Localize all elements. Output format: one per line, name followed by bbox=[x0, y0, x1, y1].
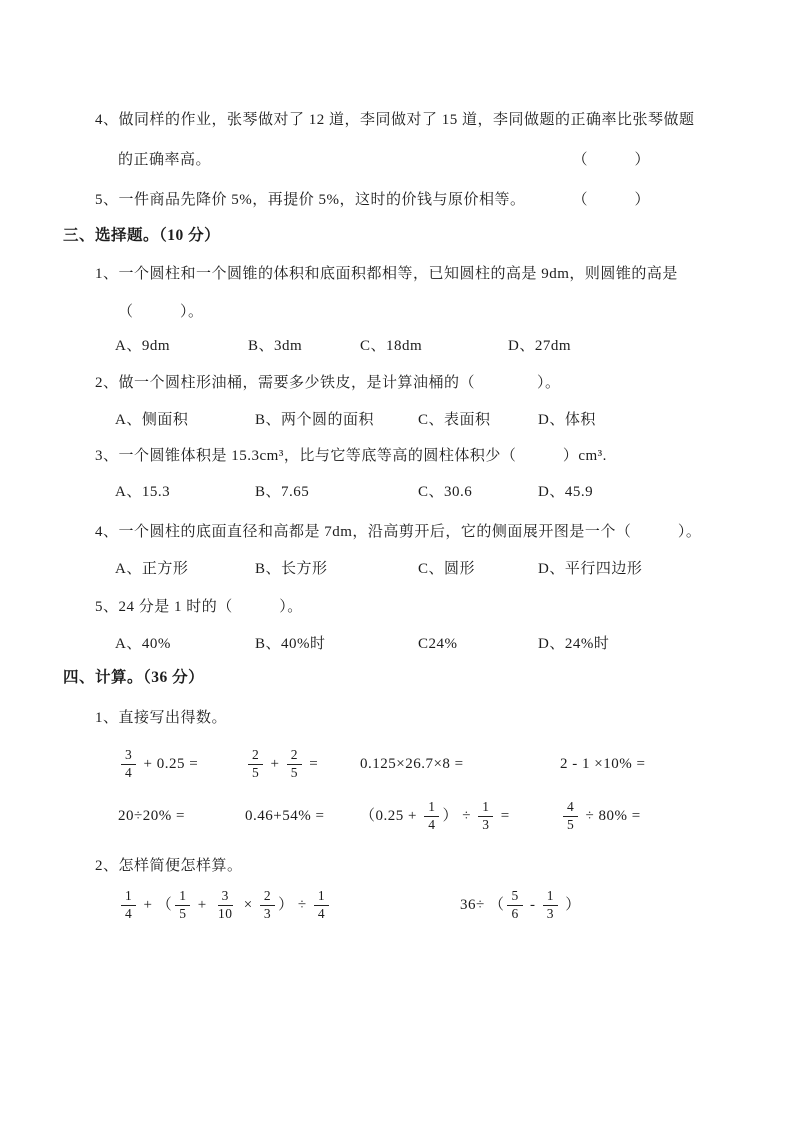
option-d: D、24%时 bbox=[538, 636, 610, 652]
choice-q2-line bbox=[95, 373, 561, 393]
question-text: 一个圆柱的底面直径和高都是 7dm，沿高剪开后，它的侧面展开图是一个（ ）。 bbox=[118, 524, 702, 540]
calc-row-1 bbox=[118, 740, 753, 788]
judge-q5-line bbox=[95, 190, 650, 210]
fraction: $\frac{1}{3}$ bbox=[543, 888, 558, 923]
choice-q3-line bbox=[95, 446, 607, 466]
question-text: 一个圆柱和一个圆锥的体积和底面积都相等，已知圆柱的高是 9dm，则圆锥的高是 bbox=[118, 266, 678, 282]
math-text: - bbox=[525, 897, 540, 913]
option-a: A、15.3 bbox=[115, 484, 171, 500]
math-text: + 0.25 = bbox=[139, 756, 199, 772]
calc-sub2-label: 2、怎样简便怎样算。 bbox=[95, 858, 243, 874]
option-d: D、27dm bbox=[508, 338, 572, 354]
option-c: C、表面积 bbox=[418, 412, 491, 428]
question-text: 一个圆锥体积是 15.3cm³，比与它等底等高的圆柱体积少（ ）cm³. bbox=[118, 448, 607, 464]
calc-expression bbox=[118, 747, 245, 782]
calc-expression bbox=[560, 754, 753, 774]
answer-blank: （ ） bbox=[572, 152, 650, 168]
calc-expression bbox=[560, 799, 753, 834]
fraction: $\frac{3}{4}$ bbox=[121, 747, 136, 782]
math-text: ） bbox=[560, 897, 581, 913]
fraction: $\frac{1}{4}$ bbox=[314, 888, 329, 923]
question-number: 1、 bbox=[95, 266, 119, 282]
choice-q4-line bbox=[95, 522, 701, 542]
math-text: + （ bbox=[139, 897, 173, 913]
calc-expression bbox=[360, 754, 560, 774]
option-d: D、体积 bbox=[538, 412, 596, 428]
math-text: = bbox=[304, 756, 319, 772]
fraction: $\frac{5}{6}$ bbox=[507, 888, 522, 923]
fraction: $\frac{1}{4}$ bbox=[121, 888, 136, 923]
math-text: 36÷ （ bbox=[460, 897, 505, 913]
question-number: 2、 bbox=[95, 375, 119, 391]
option-c: C、30.6 bbox=[418, 484, 473, 500]
math-text: ÷ 80% = bbox=[581, 808, 641, 824]
math-text: （0.25 + bbox=[360, 808, 422, 824]
option-d: D、平行四边形 bbox=[538, 561, 643, 577]
judge-q4-line2 bbox=[118, 150, 650, 170]
question-text bbox=[95, 190, 526, 210]
choice-q1-options bbox=[115, 336, 738, 356]
choice-q2-options bbox=[115, 410, 738, 430]
math-text: 0.46+54% = bbox=[245, 808, 325, 824]
section4-header: 四、计算。（36 分） bbox=[63, 669, 205, 686]
fraction: $\frac{1}{4}$ bbox=[424, 799, 439, 834]
option-d: D、45.9 bbox=[538, 484, 594, 500]
simplify-expression-2 bbox=[460, 888, 753, 923]
judge-q4-line1 bbox=[95, 110, 695, 130]
option-b: B、7.65 bbox=[255, 484, 310, 500]
question-text: 24 分是 1 时的（ ）。 bbox=[118, 599, 303, 615]
section3-header: 三、选择题。（10 分） bbox=[63, 227, 221, 244]
option-c: C、18dm bbox=[360, 338, 423, 354]
calc-sub1-label: 1、直接写出得数。 bbox=[95, 710, 228, 726]
choice-q1-blank: （ ）。 bbox=[118, 304, 204, 320]
question-text: 做一个圆柱形油桶，需要多少铁皮，是计算油桶的（ ）。 bbox=[118, 375, 561, 391]
choice-q4-options bbox=[115, 559, 738, 579]
option-a: A、侧面积 bbox=[115, 412, 189, 428]
option-a: A、40% bbox=[115, 636, 171, 652]
option-a: A、正方形 bbox=[115, 561, 189, 577]
option-a: A、9dm bbox=[115, 338, 171, 354]
question-number: 3、 bbox=[95, 448, 119, 464]
calc-expression bbox=[118, 806, 245, 826]
answer-blank: （ ） bbox=[572, 192, 650, 208]
calc-row-2 bbox=[118, 792, 753, 840]
choice-q5-line bbox=[95, 597, 303, 617]
option-c: C24% bbox=[418, 636, 458, 652]
math-text: 2 - 1 ×10% = bbox=[560, 756, 646, 772]
math-text: = bbox=[496, 808, 510, 824]
fraction: $\frac{1}{3}$ bbox=[478, 799, 493, 834]
simplify-row bbox=[118, 880, 753, 930]
option-b: B、3dm bbox=[248, 338, 303, 354]
question-text-body: 一件商品先降价 5%，再提价 5%，这时的价钱与原价相等。 bbox=[118, 192, 526, 208]
choice-q1-line1 bbox=[95, 264, 678, 284]
fraction: $\frac{4}{5}$ bbox=[563, 799, 578, 834]
calc-expression bbox=[360, 799, 560, 834]
fraction: $\frac{2}{5}$ bbox=[248, 747, 263, 782]
choice-q5-options bbox=[115, 634, 738, 654]
question-text: 做同样的作业，张琴做对了 12 道，李同做对了 15 道，李同做题的正确率比张琴做题 bbox=[118, 112, 695, 128]
math-text: + bbox=[193, 897, 211, 913]
question-number: 4、 bbox=[95, 524, 119, 540]
calc-expression bbox=[245, 806, 360, 826]
question-text: 的正确率高。 bbox=[118, 152, 212, 168]
option-b: B、40%时 bbox=[255, 636, 326, 652]
math-text: × bbox=[239, 897, 257, 913]
math-text: ） ÷ bbox=[278, 897, 311, 913]
math-text: + bbox=[266, 756, 284, 772]
math-text: ） ÷ bbox=[442, 808, 476, 824]
fraction: $\frac{1}{5}$ bbox=[175, 888, 190, 923]
choice-q3-options bbox=[115, 482, 738, 502]
question-number: 5、 bbox=[95, 192, 119, 208]
option-b: B、长方形 bbox=[255, 561, 328, 577]
calc-expression bbox=[245, 747, 360, 782]
question-number: 4、 bbox=[95, 112, 119, 128]
option-c: C、圆形 bbox=[418, 561, 476, 577]
fraction: $\frac{3}{10}$ bbox=[217, 887, 233, 921]
fraction: $\frac{2}{5}$ bbox=[287, 747, 302, 782]
fraction: $\frac{2}{3}$ bbox=[260, 888, 275, 923]
math-text: 0.125×26.7×8 = bbox=[360, 756, 464, 772]
option-b: B、两个圆的面积 bbox=[255, 412, 375, 428]
math-text: 20÷20% = bbox=[118, 808, 185, 824]
simplify-expression-1 bbox=[118, 888, 460, 923]
question-number: 5、 bbox=[95, 599, 119, 615]
